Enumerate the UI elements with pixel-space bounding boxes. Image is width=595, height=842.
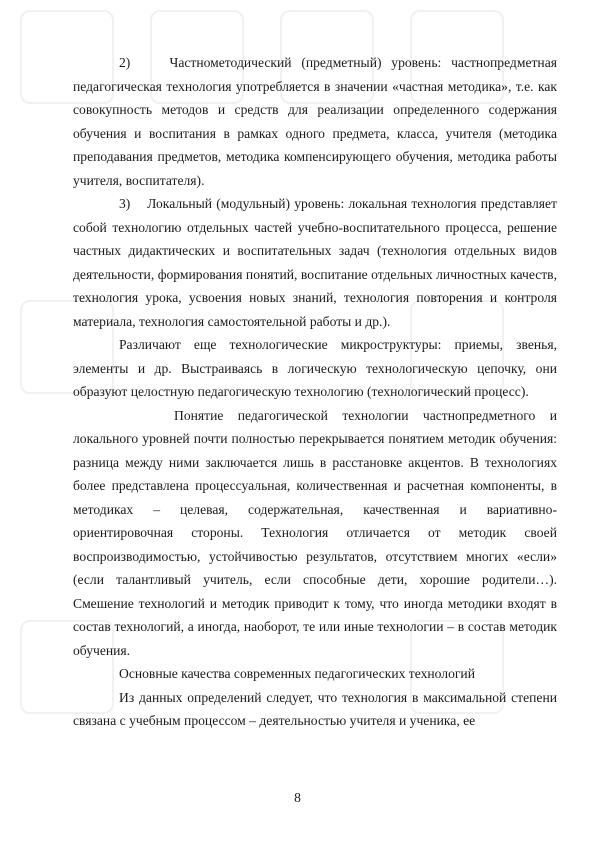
paragraph-microstructures: Различают еще технологические микроструктуры: приемы, звенья, элементы и др. Выстраиваясь в логическую технологическую цепочку, они образуют целостную педагогическую технологию (технологический процесс). xyxy=(73,337,557,399)
section-heading: Основные качества современных педагогических технологий xyxy=(119,666,475,681)
page-number: 8 xyxy=(294,790,301,805)
document-body xyxy=(73,51,557,733)
paragraph-concept: Понятие педагогической технологии частнопредметного и локального уровней почти полностью перекрывается понятием методик обучения: разница между ними заключается лишь в расстановке акцентов. В технологиях более представлена процессуальная, количественная и расчетная компоненты, в методиках – целевая, содержательная, качественная и вариативно-ориентировочная стороны. Технология отличается от методик своей воспроизводимостью, устойчивостью результатов, отсутствием многих «если» (если талантливый учитель, если способные дети, хорошие родители…). Смешение технологий и методик приводит к тому, что иногда методики входят в состав технологий, а иногда, наоборот, те или иные технологии – в состав методик обучения. xyxy=(73,407,557,658)
paragraph-item-2: 2) Частнометодический (предметный) уровень: частнопредметная педагогическая технология употребляется в значении «частная методика», т.е. как совокупность методов и средств для реализации определенного содержания обучения и воспитания в рамках одного предмета, класса, учителя (методика преподавания предметов, методика компенсирующего обучения, методика работы учителя, воспитателя). xyxy=(73,55,557,188)
paragraph-definitions: Из данных определений следует, что технология в максимальной степени связана с учебным процессом – деятельностью учителя и ученика, ее xyxy=(73,689,557,728)
paragraph-item-3: 3) Локальный (модульный) уровень: локальная технология представляет собой технологию отдельных частей учебно-воспитательного процесса, решение частных дидактических и воспитательных задач (технология отдельных видов деятельности, формирования понятий, воспитание отдельных личностных качеств, технология урока, усвоения новых знаний, технология повторения и контроля материала, технология самостоятельной работы и др.). xyxy=(73,196,557,329)
